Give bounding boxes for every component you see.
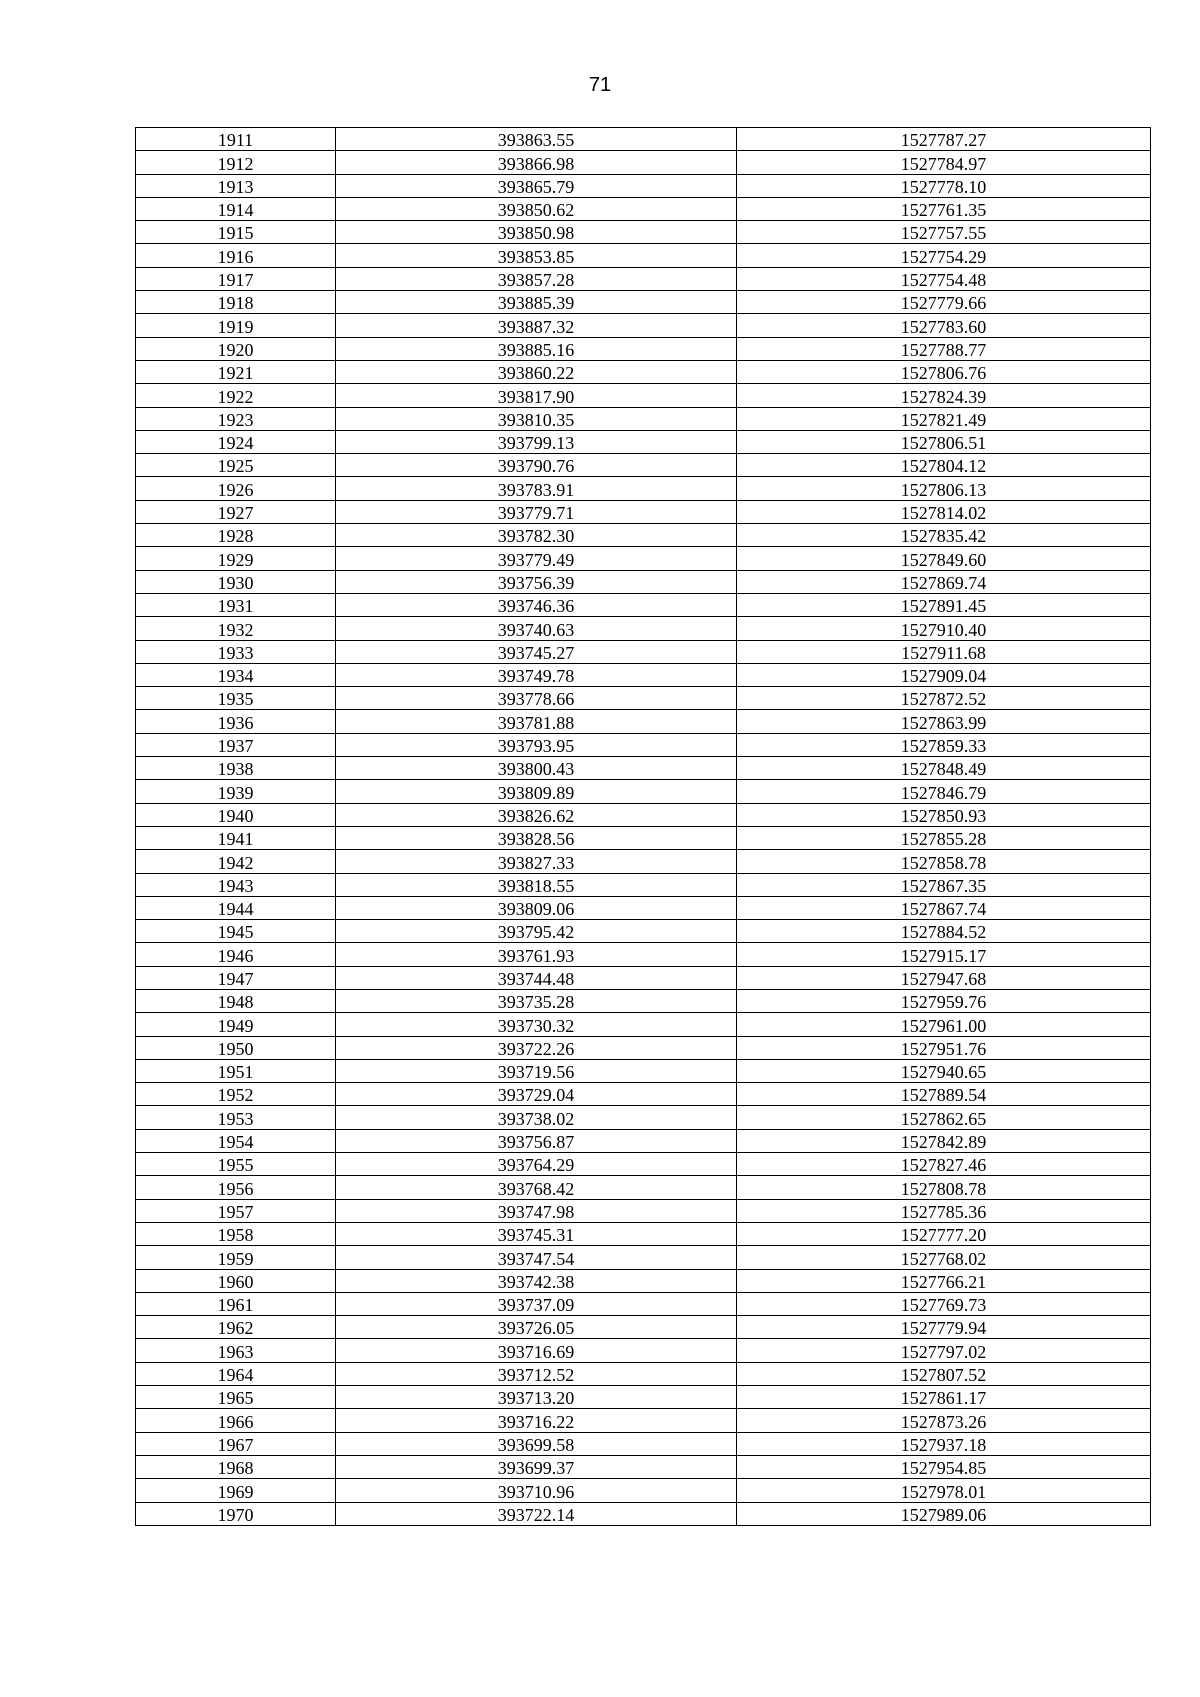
table-row: [136, 803, 1151, 826]
point-number-cell: 1963: [136, 1339, 336, 1362]
point-number-cell: 1934: [136, 663, 336, 686]
y-coordinate-cell: 1527768.02: [737, 1246, 1151, 1269]
table-row: [136, 1106, 1151, 1129]
point-number-cell: 1929: [136, 547, 336, 570]
x-coordinate-cell: 393782.30: [336, 524, 737, 547]
y-coordinate-cell: 1527806.51: [737, 430, 1151, 453]
point-number-cell: 1939: [136, 780, 336, 803]
x-coordinate-cell: 393747.98: [336, 1199, 737, 1222]
x-coordinate-cell: 393719.56: [336, 1059, 737, 1082]
x-coordinate-cell: 393764.29: [336, 1153, 737, 1176]
y-coordinate-cell: 1527821.49: [737, 407, 1151, 430]
x-coordinate-cell: 393745.27: [336, 640, 737, 663]
table-row: [136, 826, 1151, 849]
table-row: [136, 267, 1151, 290]
table-row: [136, 151, 1151, 174]
point-number-cell: 1935: [136, 687, 336, 710]
x-coordinate-cell: 393860.22: [336, 360, 737, 383]
y-coordinate-cell: 1527911.68: [737, 640, 1151, 663]
point-number-cell: 1930: [136, 570, 336, 593]
point-number-cell: 1938: [136, 757, 336, 780]
x-coordinate-cell: 393735.28: [336, 989, 737, 1012]
x-coordinate-cell: 393818.55: [336, 873, 737, 896]
x-coordinate-cell: 393710.96: [336, 1479, 737, 1502]
y-coordinate-cell: 1527909.04: [737, 663, 1151, 686]
x-coordinate-cell: 393737.09: [336, 1292, 737, 1315]
x-coordinate-cell: 393746.36: [336, 593, 737, 616]
point-number-cell: 1912: [136, 151, 336, 174]
y-coordinate-cell: 1527889.54: [737, 1083, 1151, 1106]
table-row: [136, 1409, 1151, 1432]
y-coordinate-cell: 1527859.33: [737, 733, 1151, 756]
y-coordinate-cell: 1527806.13: [737, 477, 1151, 500]
x-coordinate-cell: 393857.28: [336, 267, 737, 290]
y-coordinate-cell: 1527884.52: [737, 920, 1151, 943]
point-number-cell: 1928: [136, 524, 336, 547]
x-coordinate-cell: 393800.43: [336, 757, 737, 780]
y-coordinate-cell: 1527761.35: [737, 197, 1151, 220]
table-row: [136, 1129, 1151, 1152]
x-coordinate-cell: 393738.02: [336, 1106, 737, 1129]
table-row: [136, 966, 1151, 989]
y-coordinate-cell: 1527863.99: [737, 710, 1151, 733]
y-coordinate-cell: 1527778.10: [737, 174, 1151, 197]
table-row: [136, 1199, 1151, 1222]
y-coordinate-cell: 1527873.26: [737, 1409, 1151, 1432]
y-coordinate-cell: 1527861.17: [737, 1386, 1151, 1409]
x-coordinate-cell: 393850.62: [336, 197, 737, 220]
table-row: [136, 640, 1151, 663]
y-coordinate-cell: 1527910.40: [737, 617, 1151, 640]
table-row: [136, 1455, 1151, 1478]
x-coordinate-cell: 393768.42: [336, 1176, 737, 1199]
table-row: [136, 291, 1151, 314]
point-number-cell: 1951: [136, 1059, 336, 1082]
x-coordinate-cell: 393795.42: [336, 920, 737, 943]
point-number-cell: 1924: [136, 430, 336, 453]
y-coordinate-cell: 1527784.97: [737, 151, 1151, 174]
point-number-cell: 1926: [136, 477, 336, 500]
x-coordinate-cell: 393853.85: [336, 244, 737, 267]
table-row: [136, 663, 1151, 686]
x-coordinate-cell: 393887.32: [336, 314, 737, 337]
table-row: [136, 1339, 1151, 1362]
table-row: [136, 221, 1151, 244]
y-coordinate-cell: 1527867.74: [737, 896, 1151, 919]
table-row: [136, 244, 1151, 267]
table-row: [136, 477, 1151, 500]
x-coordinate-cell: 393781.88: [336, 710, 737, 733]
point-number-cell: 1923: [136, 407, 336, 430]
x-coordinate-cell: 393809.06: [336, 896, 737, 919]
table-row: [136, 1502, 1151, 1525]
table-row: [136, 524, 1151, 547]
point-number-cell: 1968: [136, 1455, 336, 1478]
table-row: [136, 314, 1151, 337]
y-coordinate-cell: 1527850.93: [737, 803, 1151, 826]
point-number-cell: 1945: [136, 920, 336, 943]
x-coordinate-cell: 393726.05: [336, 1316, 737, 1339]
table-row: [136, 1246, 1151, 1269]
point-number-cell: 1919: [136, 314, 336, 337]
x-coordinate-cell: 393722.26: [336, 1036, 737, 1059]
y-coordinate-cell: 1527959.76: [737, 989, 1151, 1012]
x-coordinate-cell: 393716.22: [336, 1409, 737, 1432]
coordinates-table-body: [136, 128, 1151, 1526]
coordinates-table: [135, 127, 1151, 1526]
y-coordinate-cell: 1527827.46: [737, 1153, 1151, 1176]
point-number-cell: 1920: [136, 337, 336, 360]
x-coordinate-cell: 393850.98: [336, 221, 737, 244]
x-coordinate-cell: 393866.98: [336, 151, 737, 174]
x-coordinate-cell: 393756.39: [336, 570, 737, 593]
y-coordinate-cell: 1527754.48: [737, 267, 1151, 290]
table-row: [136, 384, 1151, 407]
y-coordinate-cell: 1527779.66: [737, 291, 1151, 314]
table-row: [136, 197, 1151, 220]
x-coordinate-cell: 393761.93: [336, 943, 737, 966]
y-coordinate-cell: 1527807.52: [737, 1362, 1151, 1385]
table-row: [136, 500, 1151, 523]
y-coordinate-cell: 1527940.65: [737, 1059, 1151, 1082]
y-coordinate-cell: 1527951.76: [737, 1036, 1151, 1059]
y-coordinate-cell: 1527842.89: [737, 1129, 1151, 1152]
point-number-cell: 1969: [136, 1479, 336, 1502]
x-coordinate-cell: 393729.04: [336, 1083, 737, 1106]
point-number-cell: 1925: [136, 454, 336, 477]
point-number-cell: 1946: [136, 943, 336, 966]
point-number-cell: 1915: [136, 221, 336, 244]
point-number-cell: 1927: [136, 500, 336, 523]
table-row: [136, 1362, 1151, 1385]
y-coordinate-cell: 1527835.42: [737, 524, 1151, 547]
y-coordinate-cell: 1527862.65: [737, 1106, 1151, 1129]
table-row: [136, 1222, 1151, 1245]
table-row: [136, 1083, 1151, 1106]
table-row: [136, 617, 1151, 640]
x-coordinate-cell: 393699.58: [336, 1432, 737, 1455]
point-number-cell: 1961: [136, 1292, 336, 1315]
point-number-cell: 1914: [136, 197, 336, 220]
table-row: [136, 174, 1151, 197]
y-coordinate-cell: 1527846.79: [737, 780, 1151, 803]
y-coordinate-cell: 1527797.02: [737, 1339, 1151, 1362]
x-coordinate-cell: 393809.89: [336, 780, 737, 803]
x-coordinate-cell: 393865.79: [336, 174, 737, 197]
point-number-cell: 1948: [136, 989, 336, 1012]
table-row: [136, 943, 1151, 966]
table-row: [136, 1479, 1151, 1502]
table-row: [136, 1176, 1151, 1199]
x-coordinate-cell: 393730.32: [336, 1013, 737, 1036]
point-number-cell: 1957: [136, 1199, 336, 1222]
y-coordinate-cell: 1527777.20: [737, 1222, 1151, 1245]
point-number-cell: 1936: [136, 710, 336, 733]
point-number-cell: 1911: [136, 128, 336, 151]
y-coordinate-cell: 1527785.36: [737, 1199, 1151, 1222]
y-coordinate-cell: 1527978.01: [737, 1479, 1151, 1502]
table-row: [136, 593, 1151, 616]
y-coordinate-cell: 1527891.45: [737, 593, 1151, 616]
point-number-cell: 1955: [136, 1153, 336, 1176]
x-coordinate-cell: 393790.76: [336, 454, 737, 477]
point-number-cell: 1970: [136, 1502, 336, 1525]
x-coordinate-cell: 393810.35: [336, 407, 737, 430]
table-row: [136, 1316, 1151, 1339]
point-number-cell: 1941: [136, 826, 336, 849]
x-coordinate-cell: 393779.49: [336, 547, 737, 570]
point-number-cell: 1944: [136, 896, 336, 919]
y-coordinate-cell: 1527754.29: [737, 244, 1151, 267]
table-row: [136, 1386, 1151, 1409]
point-number-cell: 1916: [136, 244, 336, 267]
y-coordinate-cell: 1527858.78: [737, 850, 1151, 873]
table-row: [136, 687, 1151, 710]
table-row: [136, 1153, 1151, 1176]
point-number-cell: 1943: [136, 873, 336, 896]
x-coordinate-cell: 393778.66: [336, 687, 737, 710]
table-row: [136, 920, 1151, 943]
x-coordinate-cell: 393742.38: [336, 1269, 737, 1292]
y-coordinate-cell: 1527788.77: [737, 337, 1151, 360]
point-number-cell: 1922: [136, 384, 336, 407]
point-number-cell: 1949: [136, 1013, 336, 1036]
y-coordinate-cell: 1527989.06: [737, 1502, 1151, 1525]
point-number-cell: 1918: [136, 291, 336, 314]
y-coordinate-cell: 1527769.73: [737, 1292, 1151, 1315]
table-row: [136, 1013, 1151, 1036]
y-coordinate-cell: 1527961.00: [737, 1013, 1151, 1036]
x-coordinate-cell: 393747.54: [336, 1246, 737, 1269]
x-coordinate-cell: 393885.16: [336, 337, 737, 360]
point-number-cell: 1921: [136, 360, 336, 383]
table-row: [136, 1432, 1151, 1455]
y-coordinate-cell: 1527804.12: [737, 454, 1151, 477]
x-coordinate-cell: 393699.37: [336, 1455, 737, 1478]
point-number-cell: 1962: [136, 1316, 336, 1339]
point-number-cell: 1917: [136, 267, 336, 290]
y-coordinate-cell: 1527848.49: [737, 757, 1151, 780]
table-row: [136, 989, 1151, 1012]
y-coordinate-cell: 1527757.55: [737, 221, 1151, 244]
x-coordinate-cell: 393793.95: [336, 733, 737, 756]
point-number-cell: 1959: [136, 1246, 336, 1269]
table-row: [136, 710, 1151, 733]
y-coordinate-cell: 1527855.28: [737, 826, 1151, 849]
x-coordinate-cell: 393779.71: [336, 500, 737, 523]
table-row: [136, 454, 1151, 477]
x-coordinate-cell: 393863.55: [336, 128, 737, 151]
point-number-cell: 1937: [136, 733, 336, 756]
x-coordinate-cell: 393828.56: [336, 826, 737, 849]
table-row: [136, 1036, 1151, 1059]
x-coordinate-cell: 393740.63: [336, 617, 737, 640]
table-row: [136, 1059, 1151, 1082]
y-coordinate-cell: 1527787.27: [737, 128, 1151, 151]
x-coordinate-cell: 393712.52: [336, 1362, 737, 1385]
page-number: 71: [588, 74, 612, 96]
point-number-cell: 1940: [136, 803, 336, 826]
y-coordinate-cell: 1527808.78: [737, 1176, 1151, 1199]
point-number-cell: 1960: [136, 1269, 336, 1292]
y-coordinate-cell: 1527814.02: [737, 500, 1151, 523]
table-row: [136, 873, 1151, 896]
y-coordinate-cell: 1527937.18: [737, 1432, 1151, 1455]
table-row: [136, 430, 1151, 453]
table-row: [136, 360, 1151, 383]
table-row: [136, 407, 1151, 430]
point-number-cell: 1931: [136, 593, 336, 616]
table-row: [136, 547, 1151, 570]
y-coordinate-cell: 1527824.39: [737, 384, 1151, 407]
y-coordinate-cell: 1527867.35: [737, 873, 1151, 896]
y-coordinate-cell: 1527849.60: [737, 547, 1151, 570]
x-coordinate-cell: 393722.14: [336, 1502, 737, 1525]
point-number-cell: 1952: [136, 1083, 336, 1106]
point-number-cell: 1947: [136, 966, 336, 989]
x-coordinate-cell: 393749.78: [336, 663, 737, 686]
y-coordinate-cell: 1527954.85: [737, 1455, 1151, 1478]
y-coordinate-cell: 1527779.94: [737, 1316, 1151, 1339]
x-coordinate-cell: 393745.31: [336, 1222, 737, 1245]
table-row: [136, 1269, 1151, 1292]
table-row: [136, 128, 1151, 151]
point-number-cell: 1958: [136, 1222, 336, 1245]
point-number-cell: 1933: [136, 640, 336, 663]
table-row: [136, 850, 1151, 873]
point-number-cell: 1964: [136, 1362, 336, 1385]
table-row: [136, 733, 1151, 756]
table-row: [136, 757, 1151, 780]
point-number-cell: 1954: [136, 1129, 336, 1152]
x-coordinate-cell: 393799.13: [336, 430, 737, 453]
x-coordinate-cell: 393783.91: [336, 477, 737, 500]
point-number-cell: 1942: [136, 850, 336, 873]
y-coordinate-cell: 1527915.17: [737, 943, 1151, 966]
x-coordinate-cell: 393827.33: [336, 850, 737, 873]
point-number-cell: 1953: [136, 1106, 336, 1129]
table-row: [136, 570, 1151, 593]
x-coordinate-cell: 393716.69: [336, 1339, 737, 1362]
x-coordinate-cell: 393713.20: [336, 1386, 737, 1409]
table-row: [136, 780, 1151, 803]
x-coordinate-cell: 393817.90: [336, 384, 737, 407]
y-coordinate-cell: 1527806.76: [737, 360, 1151, 383]
x-coordinate-cell: 393885.39: [336, 291, 737, 314]
point-number-cell: 1932: [136, 617, 336, 640]
y-coordinate-cell: 1527872.52: [737, 687, 1151, 710]
x-coordinate-cell: 393744.48: [336, 966, 737, 989]
point-number-cell: 1966: [136, 1409, 336, 1432]
point-number-cell: 1965: [136, 1386, 336, 1409]
table-row: [136, 896, 1151, 919]
point-number-cell: 1913: [136, 174, 336, 197]
x-coordinate-cell: 393826.62: [336, 803, 737, 826]
point-number-cell: 1956: [136, 1176, 336, 1199]
y-coordinate-cell: 1527947.68: [737, 966, 1151, 989]
point-number-cell: 1950: [136, 1036, 336, 1059]
y-coordinate-cell: 1527766.21: [737, 1269, 1151, 1292]
x-coordinate-cell: 393756.87: [336, 1129, 737, 1152]
table-row: [136, 337, 1151, 360]
point-number-cell: 1967: [136, 1432, 336, 1455]
y-coordinate-cell: 1527869.74: [737, 570, 1151, 593]
y-coordinate-cell: 1527783.60: [737, 314, 1151, 337]
table-row: [136, 1292, 1151, 1315]
